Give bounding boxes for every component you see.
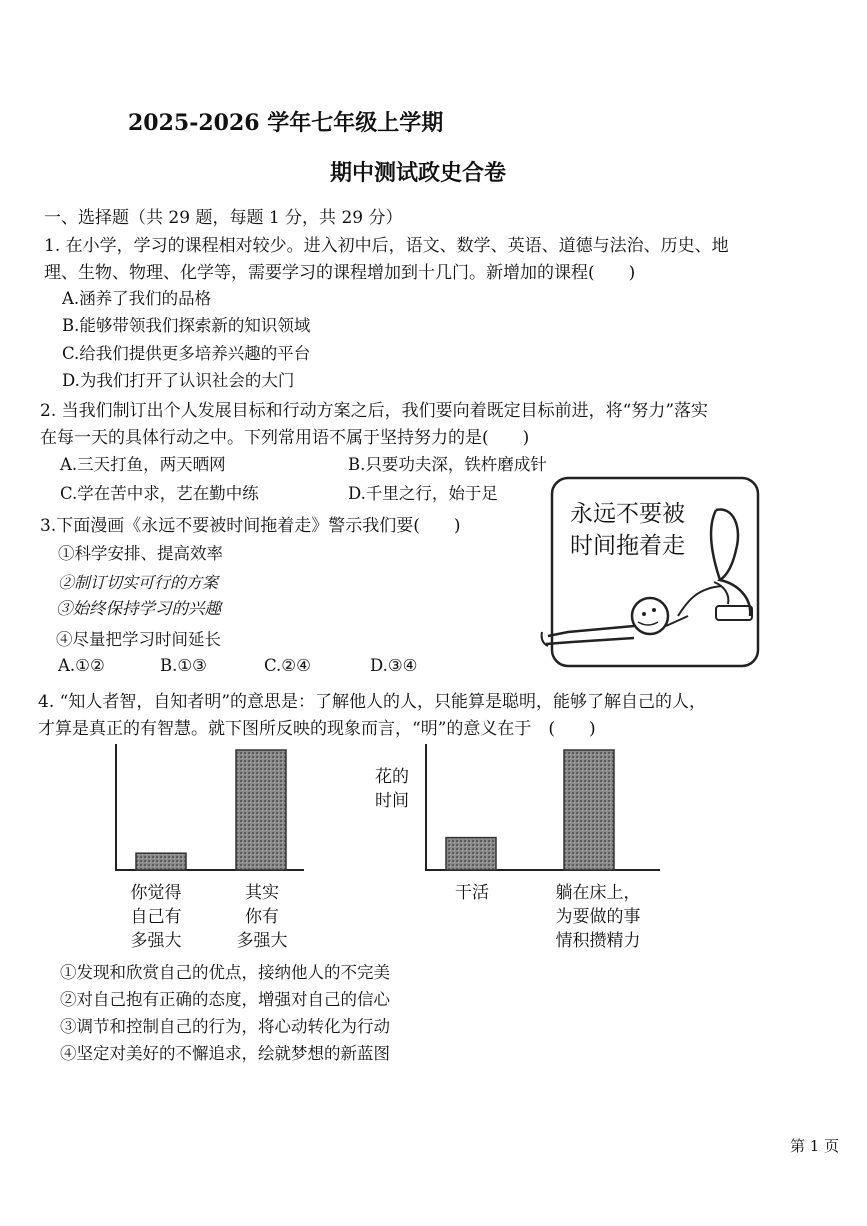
cartoon-caption-line1: 永远不要被: [570, 501, 685, 527]
q4-item-2: ②对自己抱有正确的态度，增强对自己的信心: [60, 990, 390, 1009]
q2-option-c: C.学在苦中求，艺在勤中练: [60, 484, 259, 503]
q3-choice-a: A.①②: [58, 656, 105, 675]
q1-option-b: B.能够带领我们探索新的知识领域: [62, 316, 311, 335]
category-label: 你有: [245, 907, 279, 927]
bar-1: [446, 838, 496, 870]
q3-item-1: ①科学安排、提高效率: [58, 544, 223, 563]
q1-option-a: A.涵养了我们的品格: [62, 289, 212, 308]
q1-option-c: C.给我们提供更多培养兴趣的平台: [62, 344, 311, 363]
category-label: 你觉得: [130, 883, 182, 903]
category-label: 情积攒精力: [555, 931, 641, 951]
q3-choice-d: D.③④: [370, 656, 418, 675]
section-heading: 一、选择题（共 29 题，每题 1 分，共 29 分）: [44, 208, 403, 228]
q3-stem: 3.下面漫画《永远不要被时间拖着走》警示我们要( ): [40, 516, 461, 536]
q4-item-3: ③调节和控制自己的行为，将心动转化为行动: [60, 1017, 390, 1036]
q3-choice-c: C.②④: [264, 656, 311, 675]
category-label: 多强大: [236, 931, 288, 951]
category-label: 为要做的事: [555, 907, 641, 927]
q3-item-4: ④尽量把学习时间延长: [56, 630, 221, 649]
q2-option-a: A.三天打鱼，两天晒网: [60, 455, 226, 474]
category-label: 多强大: [130, 931, 182, 951]
bar-1: [136, 853, 186, 870]
bar-chart-self-perception: [100, 740, 320, 952]
q4-item-1: ①发现和欣赏自己的优点，接纳他人的不完美: [60, 963, 390, 982]
q2-stem-line1: 2. 当我们制订出个人发展目标和行动方案之后，我们要向着既定目标前进，将“努力”落实: [40, 401, 709, 421]
q2-option-b: B.只要功夫深，铁杵磨成针: [348, 455, 547, 474]
q4-item-4: ④坚定对美好的不懈追求，绘就梦想的新蓝图: [60, 1044, 390, 1063]
q3-item-2: ②制订切实可行的方案: [58, 573, 219, 592]
bar-2: [564, 750, 614, 870]
cartoon-caption-line2: 时间拖着走: [570, 533, 685, 559]
category-label: 躺在床上，: [555, 883, 641, 903]
page-number: 第 1 页: [790, 1137, 840, 1155]
q1-stem-line2: 理、生物、物理、化学等，需要学习的课程增加到十几门。新增加的课程( ): [44, 263, 636, 283]
q3-choice-b: B.①③: [160, 656, 207, 675]
q4-stem-line1: 4. “知人者智，自知者明”的意思是：了解他人的人，只能算是聪明，能够了解自己的人，: [38, 692, 707, 712]
category-label: 自己有: [130, 907, 182, 927]
exam-title-line1: 2025-2026 学年七年级上学期: [128, 110, 444, 136]
bar-chart-time-spent: [360, 740, 700, 952]
q3-item-3: ③始终保持学习的兴趣: [56, 599, 221, 618]
y-axis-label: 花的: [375, 767, 409, 787]
q2-stem-line2: 在每一天的具体行动之中。下列常用语不属于坚持努力的是( ): [40, 428, 530, 448]
category-label: 其实: [245, 883, 279, 903]
bar-2: [236, 750, 286, 870]
q1-option-d: D.为我们打开了认识社会的大门: [62, 371, 295, 390]
category-label: 干活: [455, 883, 489, 903]
q2-option-d: D.千里之行，始于足: [348, 484, 498, 503]
y-axis-label: 时间: [375, 791, 409, 811]
q1-stem-line1: 1. 在小学，学习的课程相对较少。进入初中后，语文、数学、英语、道德与法治、历史、地: [44, 236, 729, 256]
exam-title-line2: 期中测试政史合卷: [330, 160, 507, 186]
q4-stem-line2: 才算是真正的有智慧。就下图所反映的现象而言，“明”的意义在于 ( ): [38, 719, 596, 739]
